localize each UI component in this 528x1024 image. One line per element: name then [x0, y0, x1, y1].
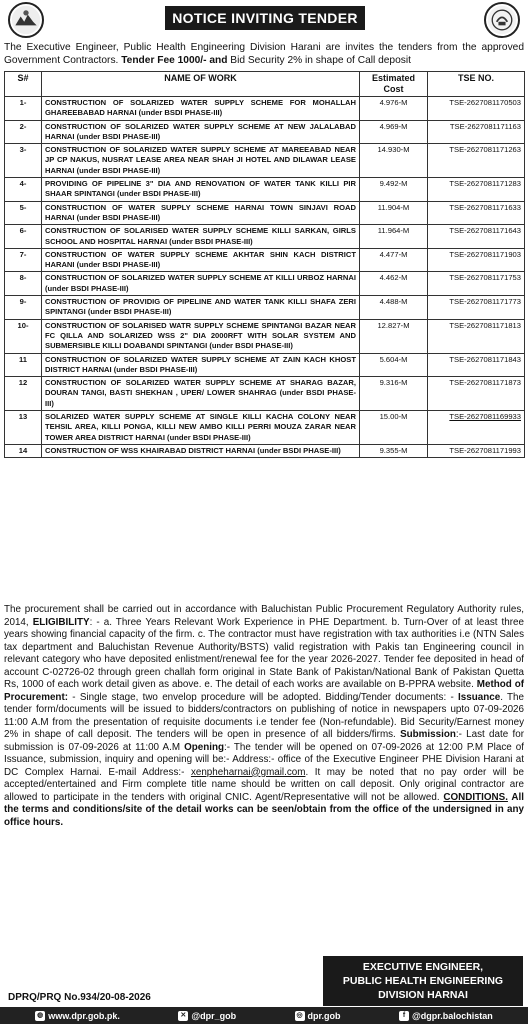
row-tse: TSE-2627081171643: [428, 225, 525, 249]
row-sn: 12: [5, 377, 42, 411]
table-row: [5, 444, 525, 457]
table-row: [5, 248, 525, 272]
row-work: SOLARIZED WATER SUPPLY SCHEME AT SINGLE KILLI KACHA COLONY NEAR TEHSIL AREA, KILLI PONGA, KILLI NEW AMBO KILLI PERRI MOUZA ZARAR NEAR TOWER AREA DISTRICT HARNAI (under BSDI PHASE-III): [42, 411, 360, 445]
instagram-icon: ◎: [296, 1011, 303, 1019]
footer-bar: [0, 1007, 528, 1024]
twitter-icon: ✕: [178, 1011, 188, 1021]
logo-right: [484, 2, 520, 38]
conditions-label: CONDITIONS.: [443, 791, 508, 803]
row-tse: TSE-2627081171773: [428, 296, 525, 320]
table-row: [5, 319, 525, 353]
row-sn: 4-: [5, 178, 42, 202]
signature-line-1: EXECUTIVE ENGINEER,: [362, 961, 484, 973]
row-tse: TSE-2627081171813: [428, 319, 525, 353]
signature-line-2: PUBLIC HEALTH ENGINEERING: [342, 975, 504, 987]
table-row: [5, 225, 525, 249]
table-row: [5, 296, 525, 320]
issuance-label: Issuance: [458, 691, 501, 703]
logo-left: [8, 2, 44, 38]
row-cost: 11.964-M: [360, 225, 428, 249]
dprq-number: DPRQ/PRQ No.934/20-08-2026: [8, 992, 151, 1003]
row-sn: 1-: [5, 97, 42, 121]
row-sn: 8-: [5, 272, 42, 296]
row-sn: 5-: [5, 201, 42, 225]
footer-instagram[interactable]: ◎ dpr.gob: [296, 1010, 341, 1021]
row-cost: 4.976-M: [360, 97, 428, 121]
row-tse-text: TSE-2627081169933: [449, 412, 521, 422]
header-tse: TSE NO.: [428, 72, 525, 97]
notice-title: NOTICE INVITING TENDER: [165, 6, 365, 30]
row-tse: TSE-2627081171753: [428, 272, 525, 296]
row-cost: 4.462-M: [360, 272, 428, 296]
row-work: CONSTRUCTION OF SOLARIZED WATER SUPPLY SCHEME AT SHARAG BAZAR, DOURAN TANGI, BASTI SHEKHAN , UPER/ LOWER SHAHRAG (under BSDI PHASE-III): [42, 377, 360, 411]
header-work: NAME OF WORK: [42, 72, 360, 97]
table-row: [5, 411, 525, 445]
row-tse: TSE-2627081171263: [428, 144, 525, 178]
table-row: [5, 97, 525, 121]
footer-website[interactable]: ◍ www.dpr.gob.pk.: [37, 1010, 120, 1021]
row-work: CONSTRUCTION OF SOLARIZED WATER SUPPLY SCHEME FOR MOHALLAH GHAREEBABAD HARNAI (under BSDI PHASE-III): [42, 97, 360, 121]
row-sn: 13: [5, 411, 42, 445]
row-cost: 9.316-M: [360, 377, 428, 411]
row-work: CONSTRUCTION OF WSS KHAIRABAD DISTRICT HARNAI (under BSDI PHASE-III): [42, 444, 360, 457]
row-tse: [428, 411, 525, 445]
row-cost: 15.00-M: [360, 411, 428, 445]
row-tse: TSE-2627081171993: [428, 444, 525, 457]
footer-facebook[interactable]: f @dgpr.balochistan: [399, 1011, 493, 1021]
row-cost: 14.930-M: [360, 144, 428, 178]
globe-icon: ◍: [37, 1011, 44, 1019]
signature-block: [323, 956, 523, 1006]
row-cost: 9.492-M: [360, 178, 428, 202]
row-cost: 12.827-M: [360, 319, 428, 353]
header-sn: S#: [5, 72, 42, 97]
signature-line-3: DIVISION HARNAI: [378, 989, 468, 1001]
row-work: CONSTRUCTION OF WATER SUPPLY SCHEME HARNAI TOWN SINJAVI ROAD HARNAI (under BSDI PHASE-III): [42, 201, 360, 225]
row-cost: 11.904-M: [360, 201, 428, 225]
facebook-icon: f: [399, 1011, 409, 1021]
row-cost: 4.488-M: [360, 296, 428, 320]
method-label: Method of Procurement:: [4, 679, 524, 703]
row-sn: 3-: [5, 144, 42, 178]
table-header-row: [5, 72, 525, 97]
table-row: [5, 377, 525, 411]
tender-table: [4, 71, 525, 458]
row-work: CONSTRUCTION OF PROVIDIG OF PIPELINE AND WATER TANK KILLI SHAFA ZERI SPINTANGI (under BSDI PHASE-III): [42, 296, 360, 320]
row-sn: 10-: [5, 319, 42, 353]
row-tse: TSE-2627081171843: [428, 353, 525, 377]
table-row: [5, 120, 525, 144]
eligibility-label: ELIGIBILITY: [32, 616, 90, 628]
row-work: CONSTRUCTION OF SOLARIZED WATER SUPPLY SCHEME AT KILLI URBOZ HARNAI (under BSDI PHASE-III): [42, 272, 360, 296]
table-row: [5, 272, 525, 296]
header-cost: Estimated Cost: [360, 72, 428, 97]
row-sn: 2-: [5, 120, 42, 144]
row-sn: 6-: [5, 225, 42, 249]
email-link[interactable]: xenpheharnai@gmail.com: [190, 766, 306, 778]
table-row: [5, 353, 525, 377]
table-row: [5, 178, 525, 202]
row-work: CONSTRUCTION OF SOLARISED WATER SUPPLY SCHEME KILLI SARKAN, GIRLS SCHOOL AND HOSPITAL HARNAI (under BSDI PHASE-III): [42, 225, 360, 249]
row-tse: TSE-2627081171163: [428, 120, 525, 144]
row-tse: TSE-2627081170503: [428, 97, 525, 121]
row-work: CONSTRUCTION OF SOLARIZED WATER SUPPLY SCHEME AT ZAIN KACH KHOST DISTRICT HARNAI (under BSDI PHASE-III): [42, 353, 360, 377]
row-tse: TSE-2627081171633: [428, 201, 525, 225]
row-work: PROVIDING OF PIPELINE 3" DIA AND RENOVATION OF WATER TANK KILLI PIR SHAAR SPINTANGI (under BSDI PHASE-III): [42, 178, 360, 202]
row-tse: TSE-2627081171283: [428, 178, 525, 202]
row-sn: 11: [5, 353, 42, 377]
row-sn: 7-: [5, 248, 42, 272]
opening-label: Opening: [184, 741, 224, 753]
row-work: CONSTRUCTION OF SOLARIZED WATER SUPPLY SCHEME AT MAREEABAD NEAR JP CP NAKUS, NUSRAT LEASE AREA NEAR SHAH JI HOTEL AND DILAWAR LEASE HARNAI (under BSDI PHASE-III): [42, 144, 360, 178]
header: [0, 0, 528, 40]
row-work: CONSTRUCTION OF SOLARIZED WATER SUPPLY SCHEME AT NEW JALALABAD HARNAI (under BSDI PHASE-III): [42, 120, 360, 144]
intro-paragraph: The Executive Engineer, Public Health Engineering Division Harani are invites the tenders from the approved Government Contractors. Tender Fee 1000/- and Bid Security 2% in shape of Call deposit: [4, 42, 524, 66]
row-sn: 9-: [5, 296, 42, 320]
row-work: CONSTRUCTION OF WATER SUPPLY SCHEME AKHTAR SHIN KACH DISTRICT HARANI (under BSDI PHASE-III): [42, 248, 360, 272]
row-cost: 5.604-M: [360, 353, 428, 377]
table-row: [5, 144, 525, 178]
row-cost: 4.969-M: [360, 120, 428, 144]
row-sn: 14: [5, 444, 42, 457]
table-row: [5, 201, 525, 225]
row-work: CONSTRUCTION OF SOLARISED WATR SUPPLY SCHEME SPINTANGI BAZAR NEAR FC QILLA AND SOLARIZED WSS 2" DIA 2000RFT WITH SOLAR SYSTEM AND SUBMERSIBLE KILLI DOABANDI SPINTANGI (under BSDI PHASE-III): [42, 319, 360, 353]
row-tse: TSE-2627081171903: [428, 248, 525, 272]
submission-label: Submission: [400, 729, 456, 740]
footer-twitter[interactable]: ✕ @dpr_gob: [178, 1011, 236, 1021]
row-cost: 4.477-M: [360, 248, 428, 272]
terms-paragraph: The procurement shall be carried out in accordance with Baluchistan Public Procurement Regulatory Authority rules, 2014, ELIGIBILITY: - a. Three Years Relevant Work Experience in PHE Department. b. Turn-Over of at least three years showing financial capacity of the firm. c. The contractor must have registration with tax authorities i.e (NTN Sales tax department and Baluchistan Revenue Authority/BSTS) valid registration with Pakis tan Engineering council in relevant category who have deposited enlistment/renewal fee for the year 2026-2027. Tender fee deposited in head of account C-02726-02 through green challah form original in State Bank of Pakistan/National Bank of Pakistan Quetta Rs, 1000 of each work detail given as above. e. The detail of each works are available on B-PPRA website. Method of Procurement: - Single stage, two envelop procedure will be adopted. Bidding/Tender documents: - Issuance. The tender form/documents will be issued to bidders/contractors on publishing of notice in newspapers upto 07-09-2026 11:00 A.M from the presentation of requisite documents i.e tender fee (Non-refundable). Bid Security/Earnest money 2% in shape of call deposit. The tenders will be open in presence of all bidders/firms. Submission:- Last date for submission is 07-09-2026 at 11:00 A.M Opening:- The tender will be opened on 07-09-2026 at 12:00 P.M Place of Issuance, submission, inquiry and opening will be:- Address:- office of the Executive Engineer PHE Division Harani at DC Complex Harnai. E-mail Address:- xenpheharnai@gmail.com. It may be noted that no pay order will be accepted/entertained and Firm complete title name should be written on call deposit. Only original contractor are allowed to participate in the tenders with original CNIC. Agent/Representative will not be allowed. CONDITIONS. All the terms and conditions/site of the detail works can be seen/obtain from the office of the undersigned in any office hours.: [4, 604, 524, 828]
row-cost: 9.355-M: [360, 444, 428, 457]
row-tse: TSE-2627081171873: [428, 377, 525, 411]
